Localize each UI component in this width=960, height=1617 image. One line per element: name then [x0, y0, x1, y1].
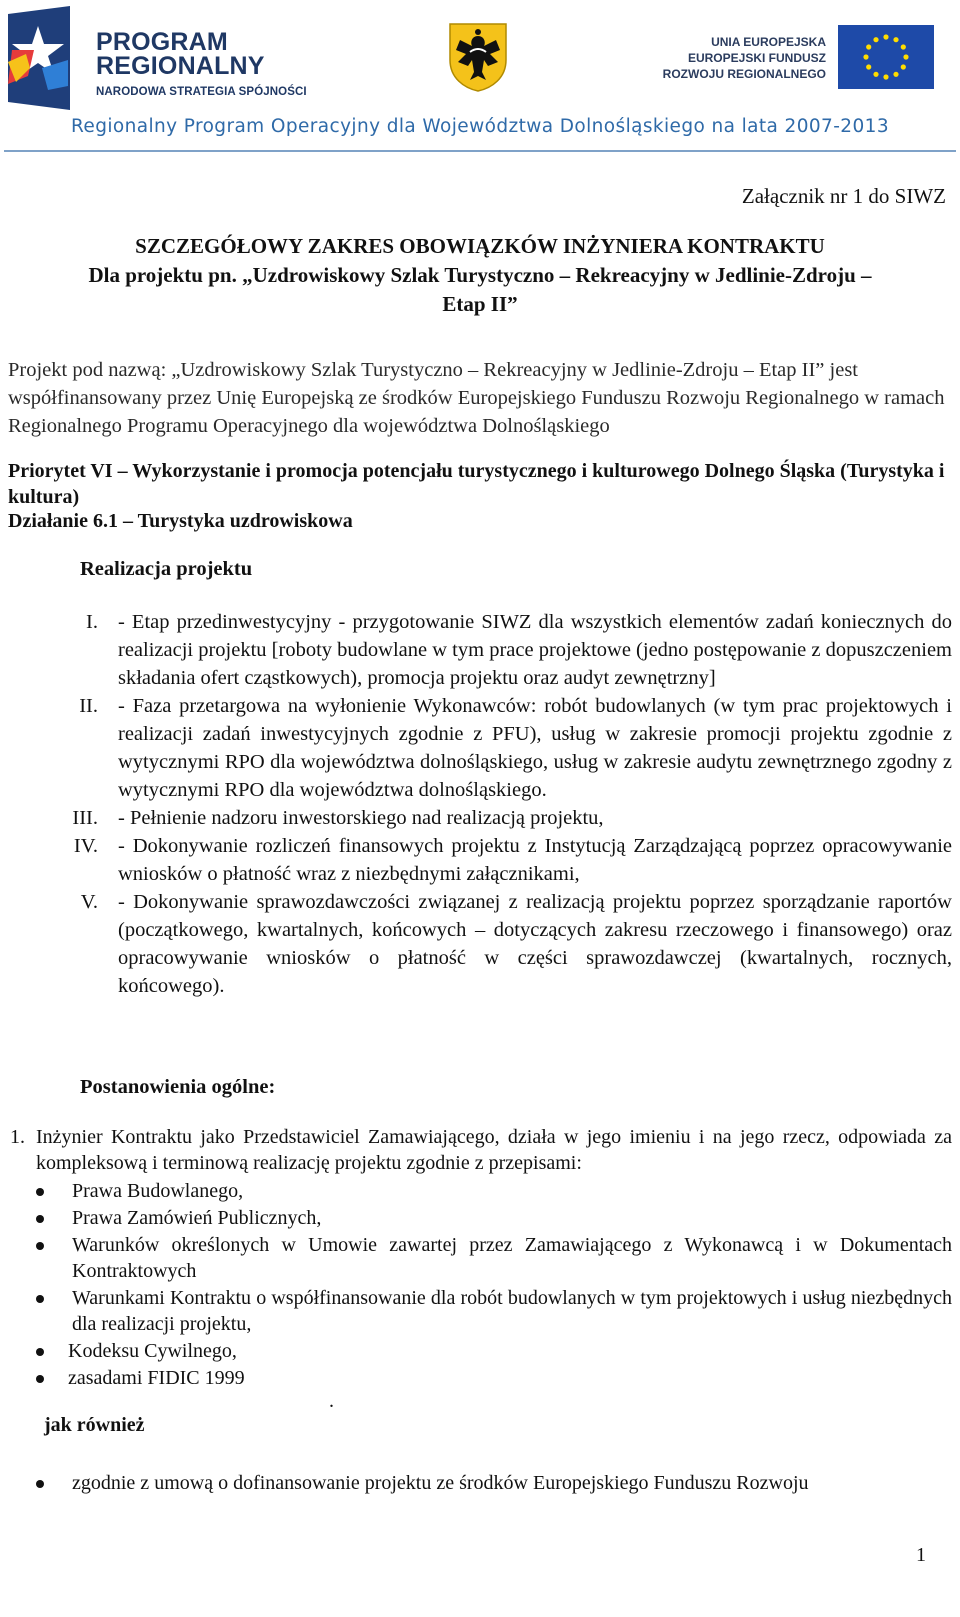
eu-flag-icon: [838, 25, 934, 89]
regulations-bullet-list: [30, 1178, 952, 1392]
general-provisions-list: [10, 1124, 952, 1176]
realization-item: [40, 888, 952, 1000]
title-line-2: Dla projektu pn. „Uzdrowiskowy Szlak Turystyczno – Rekreacyjny w Jedlinie-Zdroju –: [88, 263, 872, 287]
program-regionalny-star-logo: [8, 6, 70, 110]
general-provisions-heading: Postanowienia ogólne:: [80, 1076, 276, 1098]
realization-item-number: V.: [80, 891, 98, 913]
realization-item-number: III.: [72, 807, 98, 829]
eu-line-2: EUROPEJSKI FUNDUSZ: [687, 51, 826, 65]
page-number: 1: [916, 1544, 926, 1566]
cofinancing-bullet-list: [30, 1470, 952, 1497]
bullet-item: [30, 1338, 952, 1364]
realization-list: [40, 608, 952, 1000]
realization-item: [40, 804, 952, 832]
bullet-item: [30, 1205, 952, 1231]
priority-line: Priorytet VI – Wykorzystanie i promocja potencjału turystycznego i kulturowego Dolnego Śląska (Turystyka i kultura): [8, 460, 945, 508]
project-intro: Projekt pod nazwą: „Uzdrowiskowy Szlak Turystyczno – Rekreacyjny w Jedlinie-Zdroju – Etap II” jest współfinansowany przez Unię Europejską ze środków Europejskiego Funduszu Rozwoju Regionalnego w ramach Regionalnego Programu Operacyjnego dla województwa Dolnośląskiego: [8, 359, 945, 437]
program-logo-line2: REGIONALNY: [96, 52, 265, 80]
bullet-text: Prawa Budowlanego,: [72, 1180, 244, 1202]
lower-silesia-eagle-crest-icon: [448, 22, 508, 92]
realization-item-text: - Pełnienie nadzoru inwestorskiego nad realizacją projektu,: [118, 807, 604, 829]
title-line-3: Etap II”: [442, 292, 518, 316]
bullet-icon: [36, 1295, 44, 1303]
program-title: Regionalny Program Operacyjny dla Województwa Dolnośląskiego na lata 2007-2013: [70, 116, 889, 137]
bullet-icon: [36, 1348, 44, 1356]
bullet-item: [30, 1178, 952, 1204]
bullet-text: Prawa Zamówień Publicznych,: [72, 1207, 322, 1229]
provision-item-number: 1.: [10, 1126, 25, 1148]
provision-item-text: Inżynier Kontraktu jako Przedstawiciel Zamawiającego, działa w jego imieniu i na jego rzecz, odpowiada za kompleksową i terminową realizację projektu zgodnie z przepisami:: [36, 1126, 952, 1174]
bullet-icon: [36, 1242, 44, 1250]
document-title: [0, 232, 960, 319]
bullet-text: zasadami FIDIC 1999: [68, 1367, 245, 1389]
bullet-icon: [36, 1375, 44, 1383]
realization-item: [40, 832, 952, 888]
eu-fund-text: [663, 34, 826, 82]
realization-item-text: - Dokonywanie rozliczeń finansowych projektu z Instytucją Zarządzającą poprzez opracowywanie wniosków o płatność wraz z niezbędnymi załącznikami,: [118, 835, 952, 885]
realization-item-number: IV.: [73, 835, 98, 857]
realization-item-number: I.: [86, 611, 98, 633]
bullet-item: [30, 1232, 952, 1284]
realization-item-number: II.: [79, 695, 98, 717]
program-logo-text: [96, 30, 265, 78]
bullet-item: [30, 1285, 952, 1337]
realization-item-text: - Etap przedinwestycyjny - przygotowanie SIWZ dla wszystkich elementów zadań koniecznych do realizacji projektu [roboty budowlane w tym prace projektowe (jedno postępowanie z dopuszczeniem składania ofert cząstkowych), promocja projektu oraz audyt zewnętrzny]: [118, 611, 952, 689]
title-line-1: SZCZEGÓŁOWY ZAKRES OBOWIĄZKÓW INŻYNIERA KONTRAKTU: [135, 234, 825, 258]
realization-item: [40, 692, 952, 804]
realization-item-text: - Dokonywanie sprawozdawczości związanej z realizacją projektu poprzez sporządzanie raportów (początkowego, kwartalnych, końcowych – dotyczących zakresu rzeczowego i finansowego) oraz opracowywanie wniosków o płatność w części sprawozdawczej (kwartalnych, rocznych, końcowego).: [118, 891, 952, 997]
bullet-icon: [36, 1188, 44, 1196]
bullet-icon: [36, 1480, 44, 1488]
bullet-text: zgodnie z umową o dofinansowanie projektu ze środków Europejskiego Funduszu Rozwoju: [72, 1472, 809, 1494]
also-label: jak również: [44, 1414, 145, 1436]
eu-line-3: ROZWOJU REGIONALNEGO: [662, 67, 826, 81]
realization-item-text: - Faza przetargowa na wyłonienie Wykonawców: robót budowlanych (w tym prac projektowych i realizacji zadań inwestycyjnych zgodnie z PFU), usług w zakresie promocji projektu zgodnie z wytycznymi RPO dla województwa dolnośląskiego, usług w zakresie audytu zewnętrznego zgodny z wytycznymi RPO dla województwa dolnośląskiego.: [118, 695, 952, 801]
eu-line-1: UNIA EUROPEJSKA: [711, 35, 826, 49]
annex-label: Załącznik nr 1 do SIWZ: [741, 184, 946, 208]
provision-item: [10, 1124, 952, 1176]
stray-dot: .: [329, 1390, 334, 1412]
header-divider: [4, 150, 956, 152]
bullet-text: Warunków określonych w Umowie zawartej przez Zamawiającego z Wykonawcą i w Dokumentach Kontraktowych: [72, 1234, 952, 1282]
action-line: Działanie 6.1 – Turystyka uzdrowiskowa: [8, 510, 353, 532]
program-logo-subtitle: NARODOWA STRATEGIA SPÓJNOŚCI: [96, 86, 307, 98]
realization-heading: Realizacja projektu: [80, 558, 253, 580]
bullet-item: [30, 1365, 952, 1391]
realization-item: [40, 608, 952, 692]
bullet-item: [30, 1470, 952, 1496]
program-logo-line1: PROGRAM: [96, 28, 228, 56]
bullet-icon: [36, 1215, 44, 1223]
bullet-text: Warunkami Kontraktu o współfinansowanie dla robót budowlanych w tym projektowych i usług niezbędnych dla realizacji projektu,: [72, 1287, 952, 1335]
bullet-text: Kodeksu Cywilnego,: [68, 1340, 237, 1362]
